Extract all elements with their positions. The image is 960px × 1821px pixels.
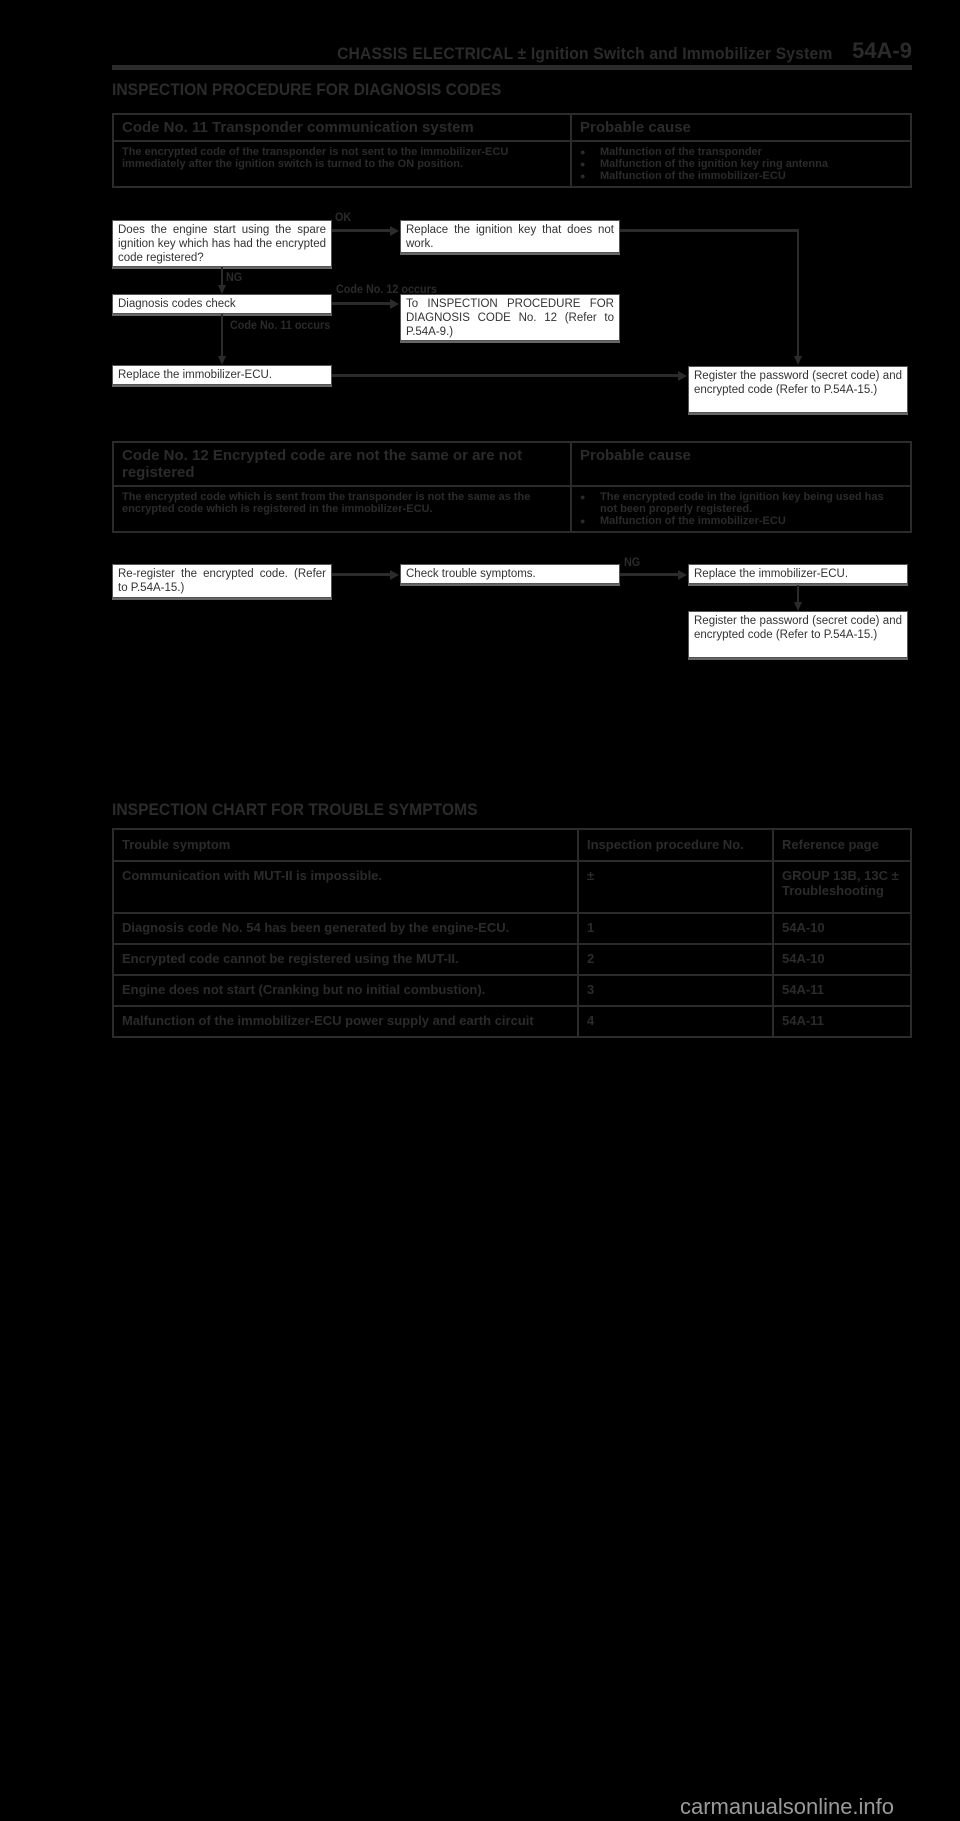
header-rule — [112, 65, 912, 70]
cause-item: ● Malfunction of the immobilizer-ECU — [580, 170, 902, 182]
reference-cell: 54A-11 — [773, 1006, 911, 1037]
col-inspection-procedure: Inspection procedure No. — [578, 829, 773, 861]
code11-heading: Code No. 11 Transponder communication system — [113, 114, 571, 141]
symptom-cell: Diagnosis code No. 54 has been generated by the engine-ECU. — [113, 913, 578, 944]
flow-register-password-2: Register the password (secret code) and encrypted code (Refer to P.54A-15.) — [688, 611, 908, 658]
table-row — [113, 975, 911, 1006]
page-header-title: CHASSIS ELECTRICAL ± Ignition Switch and Immobilizer System — [336, 44, 833, 63]
flow-check-trouble-symptoms: Check trouble symptoms. — [400, 564, 620, 584]
arrow-right-icon — [390, 226, 399, 236]
connector-reregister-to-check — [332, 573, 391, 576]
connector-code12 — [332, 302, 391, 305]
arrow-right-icon — [678, 371, 687, 381]
table-row — [113, 1006, 911, 1037]
flow-replace-immobilizer-ecu-2: Replace the immobilizer-ECU. — [688, 564, 908, 584]
flow-question-spare-key: Does the engine start using the spare ignition key which has had the encrypted code registered? — [112, 220, 332, 267]
procedure-cell: ± — [578, 861, 773, 913]
symptom-cell: Engine does not start (Cranking but no initial combustion). — [113, 975, 578, 1006]
label-ok: OK — [335, 210, 352, 224]
label-ng-2: NG — [624, 555, 641, 569]
label-code12-occurs: Code No. 12 occurs — [336, 282, 437, 296]
cause-item: ● Malfunction of the immobilizer-ECU — [580, 515, 902, 527]
connector-key-to-register-vertical — [797, 229, 799, 357]
code11-table — [112, 113, 912, 188]
table-row — [113, 913, 911, 944]
code12-description: The encrypted code which is sent from the transponder is not the same as the encrypted code which is registered in the immobilizer-ECU. — [113, 486, 571, 532]
code12-causes — [571, 486, 911, 532]
flow-to-code12-procedure: To INSPECTION PROCEDURE FOR DIAGNOSIS CODE No. 12 (Refer to P.54A-9.) — [400, 294, 620, 341]
arrow-down-icon — [218, 285, 226, 294]
connector-ok — [332, 229, 391, 232]
code11-cause-heading: Probable cause — [571, 114, 911, 141]
reference-cell: 54A-11 — [773, 975, 911, 1006]
table-row — [113, 861, 911, 913]
symptom-cell: Communication with MUT-II is impossible. — [113, 861, 578, 913]
page-header — [112, 38, 912, 64]
flow-diagnosis-codes-check: Diagnosis codes check — [112, 294, 332, 314]
cause-item: ● Malfunction of the transponder — [580, 146, 902, 158]
procedure-cell: 1 — [578, 913, 773, 944]
reference-cell: GROUP 13B, 13C ± Troubleshooting — [773, 861, 911, 913]
page-number: 54A-9 — [852, 38, 912, 63]
procedure-cell: 3 — [578, 975, 773, 1006]
cause-item: ● The encrypted code in the ignition key being used has not been properly registered. — [580, 491, 902, 515]
flow-reregister-encrypted-code: Re-register the encrypted code. (Refer to P.54A-15.) — [112, 564, 332, 598]
code12-table — [112, 441, 912, 533]
watermark-link[interactable]: carmanualsonline.info — [680, 1794, 895, 1819]
arrow-down-icon — [794, 356, 802, 365]
code11-description: The encrypted code of the transponder is not sent to the immobilizer-ECU immediately after the ignition switch is turned to the ON position. — [113, 141, 571, 187]
arrow-right-icon — [390, 299, 399, 309]
symptoms-table — [112, 828, 912, 1038]
connector-code11 — [221, 314, 223, 357]
connector-ng — [221, 267, 223, 286]
col-reference-page: Reference page — [773, 829, 911, 861]
arrow-right-icon — [678, 570, 687, 580]
cause-item: ● Malfunction of the ignition key ring antenna — [580, 158, 902, 170]
flow-replace-ignition-key: Replace the ignition key that does not work. — [400, 220, 620, 253]
code12-heading: Code No. 12 Encrypted code are not the same or are not registered — [113, 442, 571, 486]
flow-replace-immobilizer-ecu: Replace the immobilizer-ECU. — [112, 365, 332, 385]
reference-cell: 54A-10 — [773, 944, 911, 975]
label-ng: NG — [226, 270, 243, 284]
reference-cell: 54A-10 — [773, 913, 911, 944]
flow-register-password: Register the password (secret code) and encrypted code (Refer to P.54A-15.) — [688, 366, 908, 413]
procedure-cell: 4 — [578, 1006, 773, 1037]
connector-check-to-replace — [620, 573, 679, 576]
arrow-down-icon — [218, 356, 226, 365]
table-row — [113, 944, 911, 975]
symptom-cell: Encrypted code cannot be registered using the MUT-II. — [113, 944, 578, 975]
connector-key-to-register — [620, 229, 798, 232]
symptoms-section-title: INSPECTION CHART FOR TROUBLE SYMPTOMS — [112, 800, 478, 819]
arrow-right-icon — [390, 570, 399, 580]
code12-cause-heading: Probable cause — [571, 442, 911, 486]
diagnosis-section-title: INSPECTION PROCEDURE FOR DIAGNOSIS CODES — [112, 80, 502, 99]
code11-causes — [571, 141, 911, 187]
symptom-cell: Malfunction of the immobilizer-ECU power supply and earth circuit — [113, 1006, 578, 1037]
procedure-cell: 2 — [578, 944, 773, 975]
connector-replace-to-register — [797, 585, 799, 603]
arrow-down-icon — [794, 602, 802, 611]
label-code11-occurs: Code No. 11 occurs — [230, 318, 331, 332]
col-trouble-symptom: Trouble symptom — [113, 829, 578, 861]
connector-ecu-to-register — [332, 374, 679, 377]
